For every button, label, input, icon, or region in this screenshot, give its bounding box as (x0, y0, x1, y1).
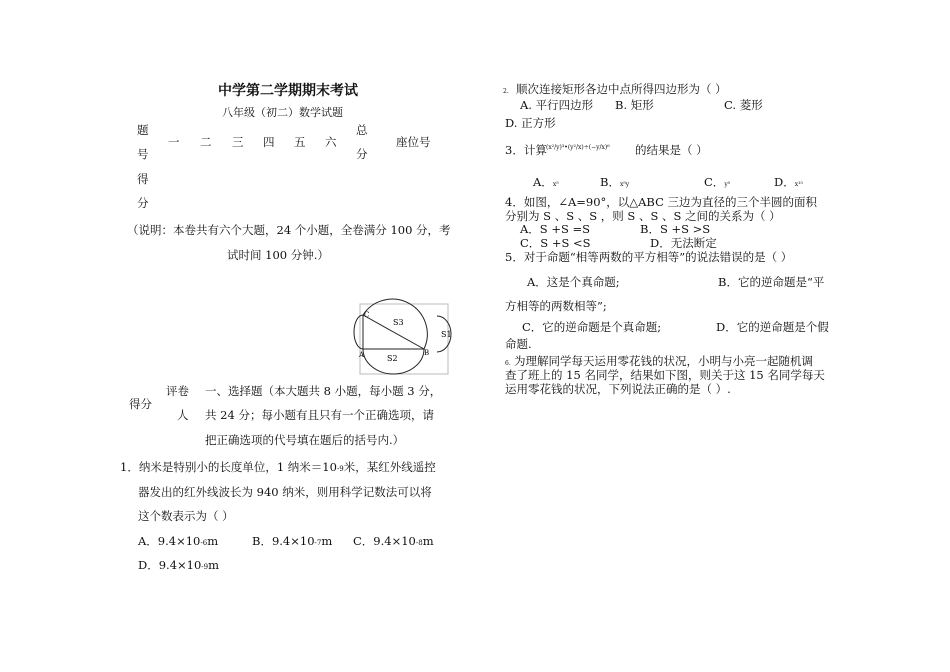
q6-line-2: 查了班上的 15 名同学，结果如下图，则关于这 15 名同学每天 (505, 368, 825, 382)
q3-option-c-value: y⁵ (724, 181, 731, 188)
section-title-line-1: 一、选择题（本大题共 8 小题，每小题 3 分， (205, 384, 442, 398)
q3-option-c-label: C． (704, 175, 725, 189)
q1-option-d-text: D．9.4×10 (138, 558, 202, 572)
q4-line-2: 分别为 S 、S 、S ，则 S 、S 、S 之间的关系为（ ） (505, 209, 781, 223)
q1-line-2: 器发出的红外线波长为 940 纳米，则用科学记数法可以将 (138, 485, 432, 499)
page-title: 中学第二学期期末考试 (218, 83, 358, 99)
q1-option-b-exp: -7 (314, 539, 322, 547)
q2-option-a: A. 平行四边形 (520, 98, 594, 112)
q3-option-c (704, 174, 730, 190)
section-score-label: 得分 (129, 397, 152, 411)
q6-line-1: 为理解同学每天运用零花钱的状况，小明与小亮一起随机调 (514, 354, 813, 368)
q3-option-b-value: x⁵y (619, 181, 630, 188)
figure-label-s3: S3 (393, 318, 404, 327)
q5-option-b-cont: 方相等的两数相等”; (505, 299, 607, 313)
q1-option-c-exp: -8 (415, 539, 423, 547)
q1-option-a-text: A．9.4×10 (138, 534, 201, 548)
q4-option-b: B．S +S >S (640, 222, 711, 236)
q4-option-d: D．无法断定 (650, 236, 717, 250)
figure-label-s2: S2 (387, 354, 398, 363)
q2-option-d: D. 正方形 (505, 116, 556, 130)
q2-option-b: B. 矩形 (615, 98, 654, 112)
score-table-col-1: 一 (168, 135, 180, 149)
q3-expression: (x²/y)³•(y²/x)÷(−y/x)⁶ (546, 144, 610, 151)
q1-option-d-exp: -9 (201, 563, 209, 571)
score-table-total-1: 总 (356, 123, 368, 137)
q1-line-3: 这个数表示为（ ） (138, 509, 234, 523)
score-table-col-2: 二 (200, 135, 212, 149)
q3-option-b-label: B． (600, 175, 620, 189)
q1-option-a-exp: -6 (200, 539, 208, 547)
q3-option-d-value: x¹⁵ (794, 181, 803, 188)
q3-stem-a: 3．计算 (505, 143, 547, 157)
score-table-ti-1: 题 (137, 123, 149, 137)
q3-option-b (600, 174, 629, 190)
q3-option-d-label: D． (774, 175, 795, 189)
q4-line-1: 4．如图，∠A=90°，以△ABC 三边为直径的三个半圆的面积 (505, 195, 818, 209)
q1-option-c (353, 533, 434, 549)
q3-option-a-label: A． (533, 175, 553, 189)
q1-option-c-text: C．9.4×10 (353, 534, 416, 548)
q3-option-d (774, 174, 803, 190)
q2-stem: 顺次连接矩形各边中点所得四边形为（ ） (516, 82, 727, 96)
q5-option-d: D．它的逆命题是个假 (716, 320, 829, 334)
q1-line-1 (120, 459, 436, 475)
q5-stem: 5．对于命题“相等两数的平方相等”的说法错误的是（ ） (505, 250, 793, 264)
q5-option-b: B．它的逆命题是“平 (718, 275, 825, 289)
q1-option-a (138, 533, 218, 549)
q3-stem-b: 的结果是（ ） (635, 143, 708, 157)
semicircle-figure (359, 303, 452, 375)
figure-label-a: A (359, 351, 365, 359)
q6-line-3: 运用零花钱的状况，下列说法正确的是（ ）. (505, 382, 731, 396)
q1-option-c-unit: m (422, 534, 434, 548)
seat-number-label: 座位号 (396, 135, 431, 149)
q1-text-b: 米，某红外线遥控 (343, 460, 436, 474)
figure-label-s1: S1 (441, 330, 452, 339)
section-title-line-3: 把正确选项的代号填在题后的括号内.） (205, 433, 405, 447)
q3-option-a (533, 174, 559, 190)
q2-option-c: C. 菱形 (724, 98, 763, 112)
figure-label-b: B (424, 349, 430, 357)
q4-option-a: A．S +S =S (520, 222, 591, 236)
q6-number: 6. (505, 360, 511, 367)
score-table-col-5: 五 (294, 135, 306, 149)
score-table-score-2: 分 (137, 196, 149, 210)
q1-option-d-unit: m (208, 558, 220, 572)
score-table-score-1: 得 (137, 172, 149, 186)
q1-option-b (252, 533, 332, 549)
q5-option-d-cont: 命题. (505, 337, 532, 351)
section-reviewer-1: 评卷 (166, 384, 189, 398)
section-reviewer-2: 人 (177, 408, 189, 422)
q1-text-a: 1．纳米是特别小的长度单位，1 纳米＝10 (120, 460, 337, 474)
exam-note-line-1: （说明：本卷共有六个大题，24 个小题，全卷满分 100 分，考 (127, 223, 451, 237)
q1-option-a-unit: m (207, 534, 219, 548)
q1-exp: -9 (336, 465, 344, 473)
q4-option-c: C．S +S <S (520, 236, 591, 250)
q2-number: 2. (503, 88, 509, 95)
q3-option-a-value: x⁵ (552, 181, 559, 188)
q5-option-c: C．它的逆命题是个真命题; (522, 320, 662, 334)
score-table-total-2: 分 (356, 147, 368, 161)
q1-option-d (138, 557, 219, 573)
section-title-line-2: 共 24 分；每小题有且只有一个正确选项，请 (205, 408, 434, 422)
score-table-col-4: 四 (263, 135, 275, 149)
exam-note-line-2: 试时间 100 分钟.） (227, 248, 329, 262)
page-subtitle: 八年级（初二）数学试题 (222, 106, 343, 119)
score-table-col-3: 三 (232, 135, 244, 149)
q1-option-b-text: B．9.4×10 (252, 534, 315, 548)
q1-option-b-unit: m (321, 534, 333, 548)
q5-option-a: A．这是个真命题; (527, 275, 620, 289)
score-table-col-6: 六 (325, 135, 337, 149)
figure-label-c: C (364, 311, 370, 319)
score-table-ti-2: 号 (137, 147, 149, 161)
